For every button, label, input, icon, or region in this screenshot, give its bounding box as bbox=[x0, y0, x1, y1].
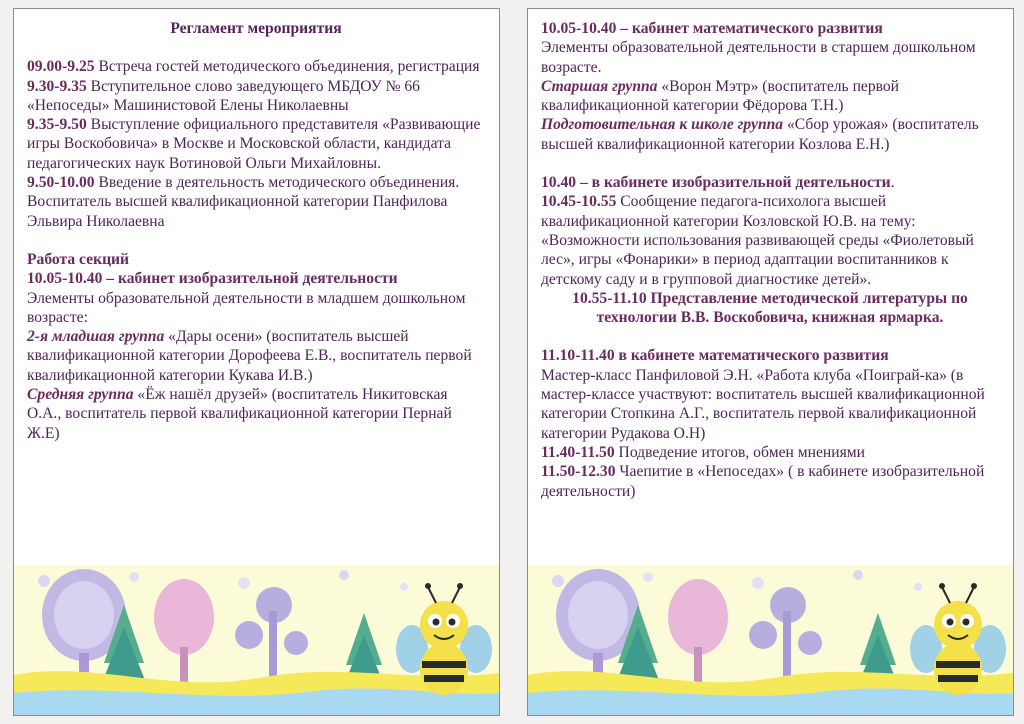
forest-illustration bbox=[528, 565, 1013, 715]
schedule-item bbox=[27, 115, 485, 173]
group-text: «Ёж нашёл друзей» (воспитатель Никитовская О.А., воспитатель первой квалификационной категории Пернай Ж.Е) bbox=[27, 386, 452, 442]
group-text: «Дары осени» (воспитатель высшей квалификационной категории Дорофеева Е.В., воспитатель первой квалификационной категории Кукава И.В.) bbox=[27, 328, 472, 384]
forest-illustration bbox=[14, 565, 499, 715]
section-intro: Элементы образовательной деятельности в младшем дошкольном возрасте: bbox=[27, 289, 466, 326]
group-name: Старшая группа bbox=[541, 77, 658, 95]
schedule-time: 9.35-9.50 bbox=[27, 116, 87, 134]
schedule-item bbox=[541, 443, 999, 462]
schedule-text: Встреча гостей методического объединения, регистрация bbox=[94, 58, 480, 76]
schedule-time: 11.50-12.30 bbox=[541, 463, 616, 481]
right-page bbox=[527, 8, 1014, 716]
group-item bbox=[27, 327, 485, 385]
schedule-item bbox=[27, 57, 485, 76]
group-text: «Сбор урожая» (воспитатель высшей квалификационной категории Козлова Е.Н.) bbox=[541, 116, 979, 153]
schedule-item bbox=[27, 173, 485, 231]
schedule-text: Чаепитие в «Непоседах» ( в кабинете изобразительной деятельности) bbox=[541, 463, 985, 500]
schedule-time: 9.50-10.00 bbox=[27, 174, 95, 192]
group-item bbox=[541, 77, 999, 116]
schedule-time: 9.30-9.35 bbox=[27, 77, 87, 95]
psychologist-item bbox=[541, 192, 999, 288]
book-fair: 10.55-11.10 Представление методической литературы по технологии В.В. Воскобовича, книжная ярмарка. bbox=[572, 289, 968, 327]
art-room-dot: . bbox=[890, 174, 895, 192]
master-class-text: Мастер-класс Панфиловой Э.Н. «Работа клуба «Поиграй-ка» (в мастер-классе участвуют: воспитатель высшей квалификационной категории Стопкина А.Г., воспитатель первой квалификационной категории Рудакова О.Н) bbox=[541, 366, 985, 442]
schedule-item bbox=[541, 462, 999, 501]
schedule-text: Подведение итогов, обмен мнениями bbox=[614, 443, 865, 461]
schedule-text: Введение в деятельность методического объединения. Воспитатель высшей квалификационной категории Панфилова Эльвира Николаевна bbox=[27, 174, 460, 230]
schedule-time: 10.45-10.55 bbox=[541, 193, 617, 211]
schedule-time: 09.00-9.25 bbox=[27, 58, 95, 76]
art-room-heading bbox=[541, 173, 999, 192]
group-item bbox=[541, 115, 999, 154]
section-intro: Элементы образовательной деятельности в старшем дошкольном возрасте. bbox=[541, 39, 976, 76]
right-page-text bbox=[528, 9, 1013, 501]
art-room-label: 10.40 – в кабинете изобразительной деятельности bbox=[541, 174, 891, 192]
math-room-heading: 11.10-11.40 в кабинете математического развития bbox=[541, 347, 889, 365]
left-page bbox=[13, 8, 500, 716]
schedule-text: Вступительное слово заведующего МБДОУ № 66 «Непоседы» Машинистовой Елены Николаевны bbox=[27, 77, 420, 114]
group-name: Подготовительная к школе группа bbox=[541, 116, 784, 134]
group-name: Средняя группа bbox=[27, 386, 134, 404]
schedule-item bbox=[27, 77, 485, 116]
schedule-text: Сообщение педагога-психолога высшей квалификационной категории Козловской Ю.В. на тему: «Возможности использования развивающей среды «Фиолетовый лес», игры «Фонарики» в период адаптации воспитанников к детскому саду и в групповой диагностике детей». bbox=[541, 193, 974, 288]
schedule-title: Регламент мероприятия bbox=[170, 20, 342, 37]
section-heading: 10.05-10.40 – кабинет математического развития bbox=[541, 20, 883, 37]
sections-title: Работа секций bbox=[27, 250, 130, 268]
group-item bbox=[27, 385, 485, 443]
schedule-time: 11.40-11.50 bbox=[541, 443, 615, 461]
section-heading: 10.05-10.40 – кабинет изобразительной деятельности bbox=[27, 270, 398, 288]
group-name: 2-я младшая группа bbox=[27, 328, 165, 346]
group-text: «Ворон Мэтр» (воспитатель первой квалификационной категории Фёдорова Т.Н.) bbox=[541, 77, 900, 115]
left-page-text bbox=[14, 9, 499, 443]
schedule-text: Выступление официального представителя «Развивающие игры Воскобовича» в Москве и Московской области, кандидата педагогических наук Вотиновой Ольги Михайловны. bbox=[27, 116, 481, 172]
